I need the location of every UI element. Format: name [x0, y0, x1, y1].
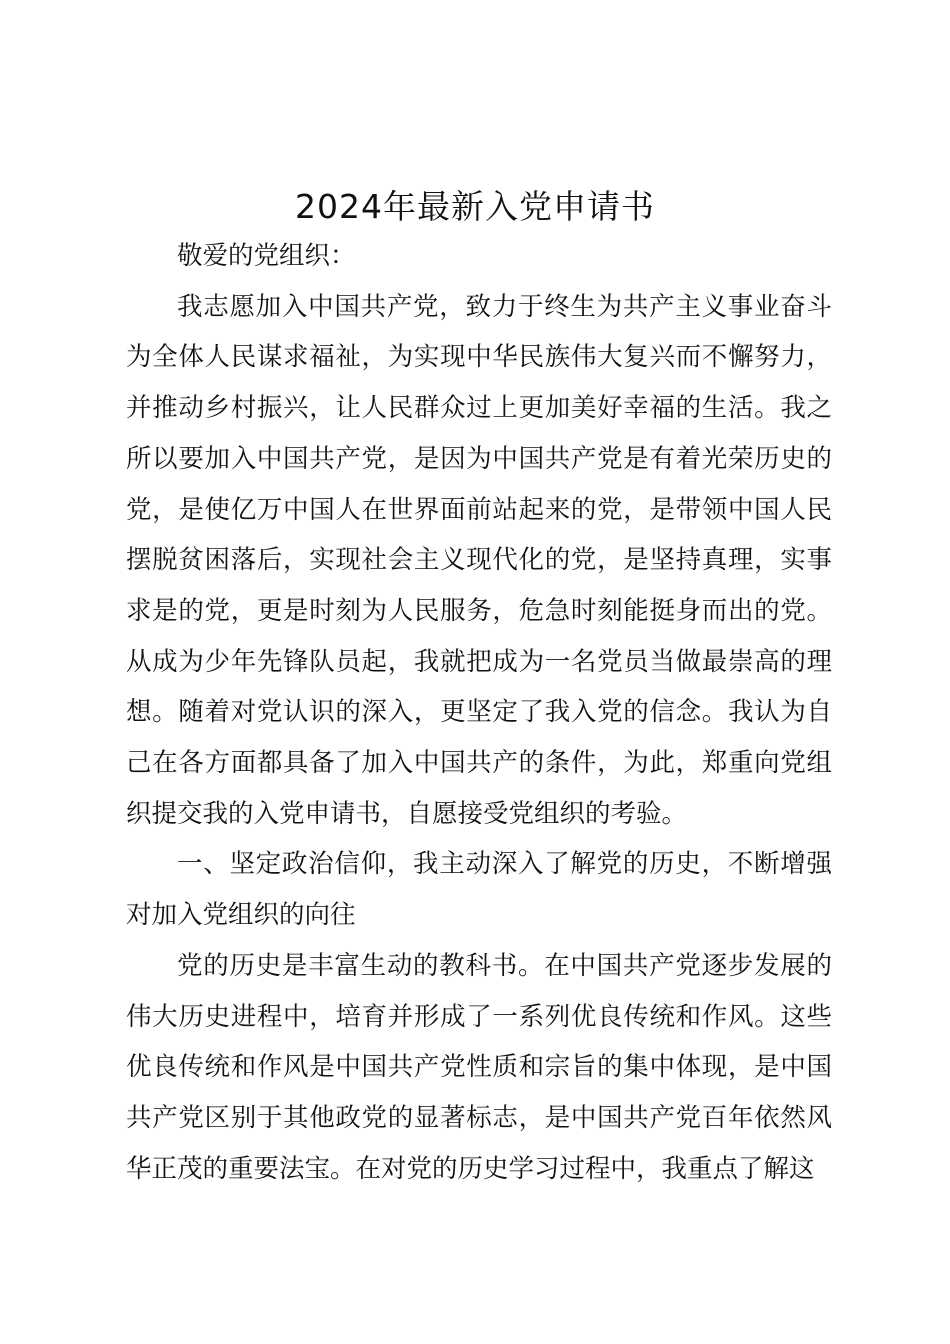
salutation: 敬爱的党组织： [177, 241, 356, 271]
document-body [126, 231, 832, 1194]
section-heading-1: 一、坚定政治信仰，我主动深入了解党的历史，不断增强对加入党组织的向往 [126, 849, 832, 931]
document-title: 2024年最新入党申请书 [295, 187, 655, 226]
paragraph-history: 党的历史是丰富生动的教科书。在中国共产党逐步发展的伟大历史进程中，培育并形成了一系列优良传统和作风。这些优良传统和作风是中国共产党性质和宗旨的集中体现，是中国共产党区别于其他政党的显著标志，是中国共产党百年依然风华正茂的重要法宝。在对党的历史学习过程中，我重点了解这 [126, 950, 832, 1184]
paragraph-intro: 我志愿加入中国共产党，致力于终生为共产主义事业奋斗为全体人民谋求福祉，为实现中华民族伟大复兴而不懈努力，并推动乡村振兴，让人民群众过上更加美好幸福的生活。我之所以要加入中国共产党，是因为中国共产党是有着光荣历史的党，是使亿万中国人在世界面前站起来的党，是带领中国人民摆脱贫困落后，实现社会主义现代化的党，是坚持真理，实事求是的党，更是时刻为人民服务，危急时刻能挺身而出的党。从成为少年先锋队员起，我就把成为一名党员当做最崇高的理想。随着对党认识的深入，更坚定了我入党的信念。我认为自己在各方面都具备了加入中国共产的条件，为此，郑重向党组织提交我的入党申请书，自愿接受党组织的考验。 [126, 291, 832, 829]
